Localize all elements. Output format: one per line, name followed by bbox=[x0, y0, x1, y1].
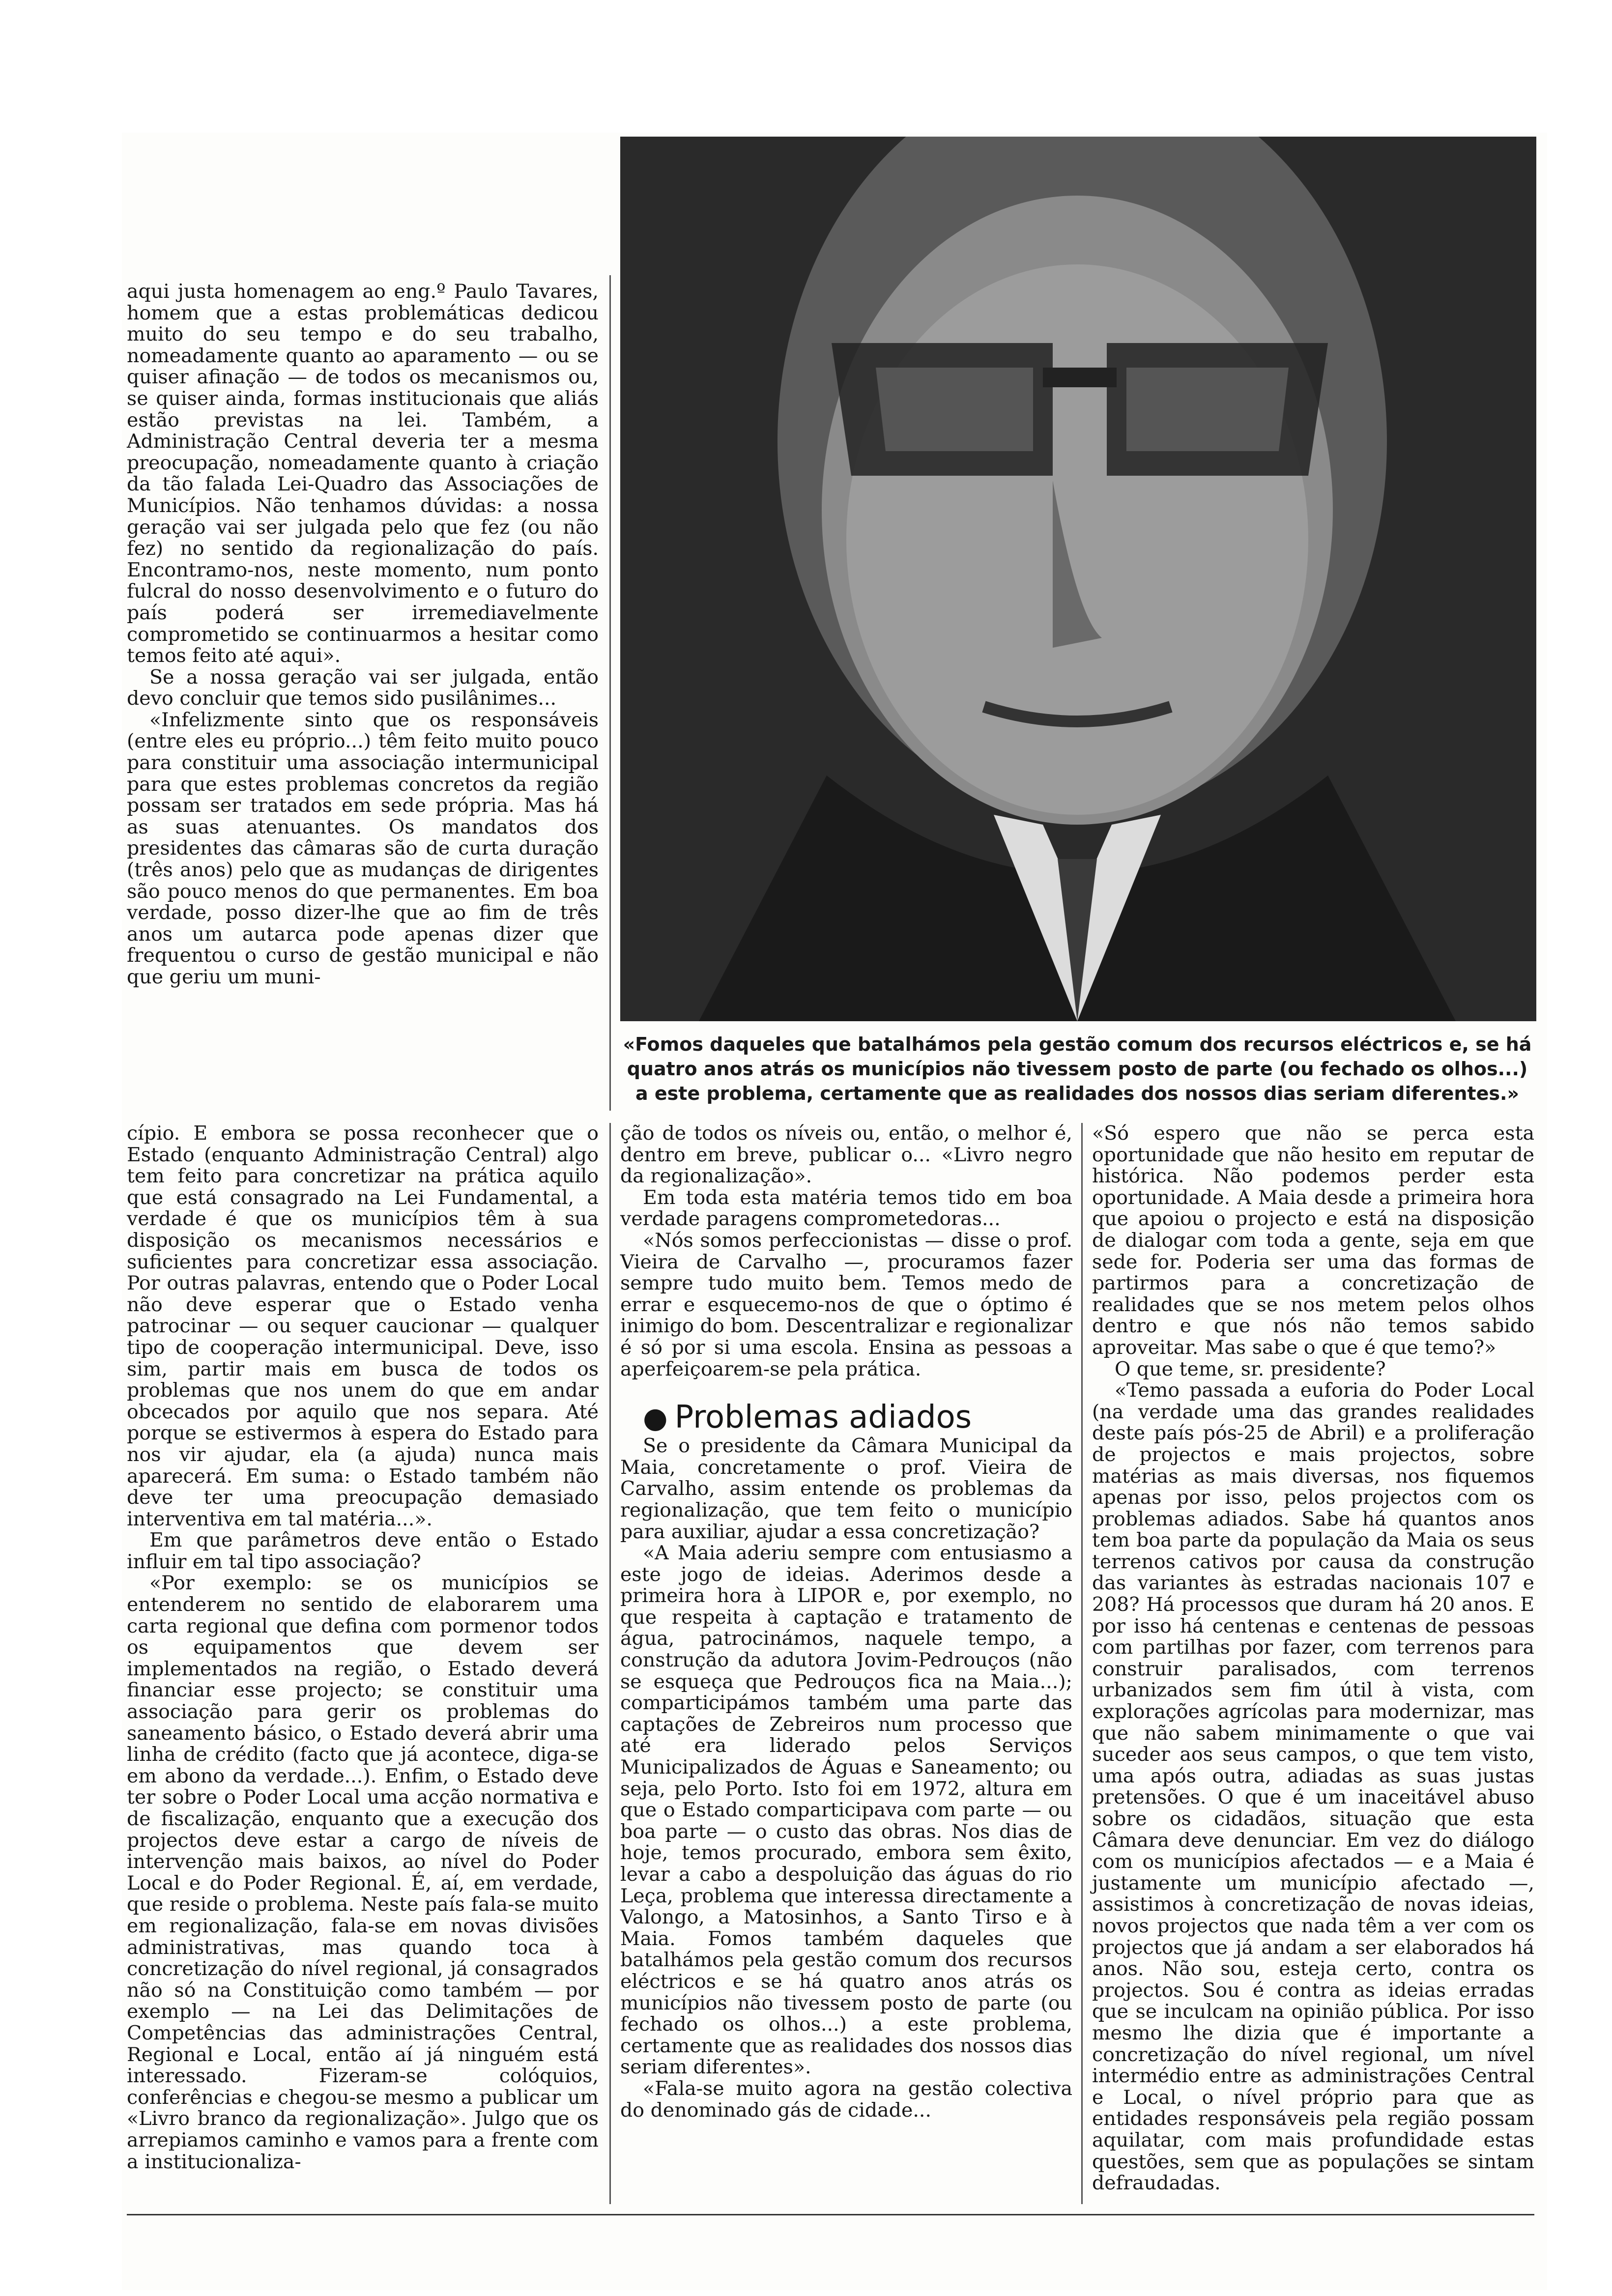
question: O que teme, sr. presidente? bbox=[1115, 1357, 1386, 1380]
paragraph: aqui justa homenagem ao eng.º Paulo Tavares, homem que a estas problemáticas dedicou muito do seu tempo e do seu trabalho, nomeadamente quanto ao aparamento — ou se quiser afinação — de todos os mecanismos ou, se quiser ainda, formas institucionais que aliás estão previstas na lei. Também, a Administração Central deveria ter a mesma preocupação, nomeadamente quanto à criação da tão falada Lei-Quadro das Associações de Municípios. Não tenhamos dúvidas: a nossa geração vai ser julgada pelo que fez (ou não fez) no sentido da regionalização do país. Encontramo-nos, neste momento, num ponto fulcral do nosso desenvolvimento e o futuro do país poderá ser irremediavelmente comprometido se continuarmos a hesitar como temos feito até aqui». bbox=[127, 280, 599, 667]
portrait-photo bbox=[620, 137, 1536, 1021]
paragraph: «Fala-se muito agora na gestão colectiva do denominado gás de cidade... bbox=[620, 2077, 1072, 2122]
paragraph: «Temo passada a euforia do Poder Local (na verdade uma das grandes realidades deste país pós-25 de Abril) e a proliferação de projectos e mais projectos, sobre matérias as mais diversas, nos fiquemos apenas por isso, pelos projectos com os problemas adiados. Sabe há quantos anos tem boa parte da população da Maia os seus terrenos cativos por causa da construção das variantes às estradas nacionais 107 e 208? Há processos que duram há 20 anos. E por isso há centenas e centenas de pessoas com partilhas por fazer, com terrenos para construir paralisados, com terrenos urbanizados sem fim útil à vista, com explorações agrícolas para modernizar, mas que não sabem minimamente o que vai suceder aos seus campos, o que tem visto, uma após outra, adiadas as suas justas pretensões. O que é um inaceitável abuso sobre os cidadãos, situação que esta Câmara deve denunciar. Em vez do diálogo com os municípios afectados — e a Maia é justamente um município afectado —, assistimos à concretização de novas ideias, novos projectos que nada têm a ver com os projectos que já andam a ser elaborados há anos. Não sou, esteja certo, contra os projectos. Sou é contra as ideias erradas que se inculcam na opinião pública. Por isso mesmo lhe dizia que é importante a concretização do nível regional, um nível intermédio entre as administrações Central e Local, o nível próprio para que as entidades responsáveis pela região possam aquilatar, com mais profundidade estas questões, sem que as populações se sintam defraudadas. bbox=[1092, 1379, 1534, 2195]
question: Se a nossa geração vai ser julgada, então devo concluir que temos sido pusilânimes... bbox=[127, 665, 599, 710]
paragraph: ção de todos os níveis ou, então, o melhor é, dentro em breve, publicar o... «Livro negro da regionalização». bbox=[620, 1122, 1072, 1188]
question: Em que parâmetros deve então o Estado influir em tal tipo associação? bbox=[127, 1529, 599, 1573]
paragraph: «Nós somos perfeccionistas — disse o prof. Vieira de Carvalho —, procuramos fazer sempre tudo muito bem. Temos medo de errar e esquecemo-nos de que o óptimo é inimigo do bom. Descentralizar e regionalizar é só por si uma escola. Ensina as pessoas a aperfeiçoarem-se pela prática. bbox=[620, 1229, 1072, 1380]
subheading-text: Problemas adiados bbox=[674, 1399, 972, 1436]
column-divider bbox=[1081, 1123, 1083, 2204]
article-column-3 bbox=[1092, 1123, 1534, 2194]
paragraph: cípio. E embora se possa reconhecer que o Estado (enquanto Administração Central) algo tem feito para concretizar na prática aquilo que está consagrado na Lei Fundamental, a verdade é que os municípios têm à sua disposição os mecanismos necessários e suficientes para concretizar essa associação. Por outras palavras, entendo que o Poder Local não deve esperar que o Estado venha patrocinar — ou sequer caucionar — qualquer tipo de cooperação intermunicipal. Deve, isso sim, partir mais em busca de todos os problemas que nos unem do que em andar obcecados por aquilo que nos separa. Até porque se estivermos à espera do Estado para nos vir ajudar, ela (a ajuda) nunca mais aparecerá. Em suma: o Estado também não deve ter uma preocupação demasiado interventiva em tal matéria...». bbox=[127, 1122, 599, 1530]
article-column-2 bbox=[620, 1123, 1072, 2121]
portrait-illustration bbox=[620, 137, 1536, 1021]
paragraph: «A Maia aderiu sempre com entusiasmo a este jogo de ideias. Aderimos desde a primeira hora à LIPOR e, por exemplo, no que respeita à captação e tratamento de água, patrocinámos, naquele tempo, a construção da adutora Jovim-Pedrouços (não se esqueça que Pedrouços fica na Maia...); comparticipámos também uma parte das captações de Zebreiros num processo que até era liderado pelos Serviços Municipalizados de Águas e Saneamento; ou seja, pelo Porto. Isto foi em 1972, altura em que o Estado comparticipava com parte — ou boa parte — o custo das obras. Nos dias de hoje, temos procurado, embora sem êxito, levar a cabo a despoluição das águas do rio Leça, problema que interessa directamente a Valongo, a Matosinhos, a Santo Tirso e à Maia. Fomos também daqueles que batalhámos pela gestão comum dos recursos eléctricos e se há quatro anos atrás os municípios não tivessem posto de parte (ou fechado os olhos...) a este problema, certamente que as realidades dos nossos dias seriam diferentes». bbox=[620, 1542, 1072, 2079]
paragraph: «Por exemplo: se os municípios se entenderem no sentido de elaborarem uma carta regional que defina com pormenor todos os equipamentos que devem ser implementados na região, o Estado deverá financiar esse projecto; se constituir uma associação para gerir os problemas do saneamento básico, o Estado deverá abrir uma linha de crédito (facto que já acontece, diga-se em abono da verdade...). Enfim, o Estado deve ter sobre o Poder Local uma acção normativa e de fiscalização, enquanto que a execução dos projectos deve estar a cargo de níveis de intervenção mais baixos, ao nível do Poder Local e do Poder Regional. É, aí, em verdade, que reside o problema. Neste país fala-se muito em regionalização, fala-se em novas divisões administrativas, mas quando toca à concretização do nível regional, já consagrados não só na Constituição como também — por exemplo — na Lei das Delimitações de Competências das administrações Central, Regional e Local, então aí já ninguém está interessado. Fizeram-se colóquios, conferências e chegou-se mesmo a publicar um «Livro branco da regionalização». Julgo que os arrepiamos caminho e vamos para a frente com a institucionaliza- bbox=[127, 1572, 599, 2173]
column-divider bbox=[609, 1123, 611, 2204]
paragraph: «Infelizmente sinto que os responsáveis (entre eles eu próprio...) têm feito muito pouco para constituir uma associação intermunicipal para que estes problemas concretos da região possam ser tratados em sede própria. Mas há as suas atenuantes. Os mandatos dos presidentes das câmaras são de curta duração (três anos) pelo que as mudanças de dirigentes são pouco menos do que permanentes. Em boa verdade, posso dizer-lhe que ao fim de três anos um autarca pode apenas dizer que frequentou o curso de gestão municipal e não que geriu um muni- bbox=[127, 708, 599, 988]
article-column-1-bottom bbox=[127, 1123, 599, 2173]
question: Em toda esta matéria temos tido em boa verdade paragens comprometedoras... bbox=[620, 1186, 1072, 1231]
question: Se o presidente da Câmara Municipal da Maia, concretamente o prof. Vieira de Carvalho, assim entende os problemas da regionalização, que tem feito o município para auxiliar, ajudar a essa concretização? bbox=[620, 1435, 1072, 1543]
photo-caption: «Fomos daqueles que batalhámos pela gestão comum dos recursos eléctricos e, se há quatro anos atrás os municípios não tivessem posto de parte (ou fechado os olhos...) a este problema, certamente que as realidades dos nossos dias seriam diferentes.» bbox=[623, 1033, 1532, 1104]
article-column-1-top bbox=[127, 281, 599, 988]
paragraph: «Só espero que não se perca esta oportunidade que não hesito em reputar de histórica. Não podemos perder esta oportunidade. A Maia desde a primeira hora que apoiou o projecto e está na disposição de dialogar com toda a gente, seja em que sede for. Poderia ser uma das formas de partirmos para a concretização de realidades que se nos metem pelos olhos dentro e que nós não temos sabido aproveitar. Mas sabe o que é que temo?» bbox=[1092, 1122, 1534, 1359]
bullet-icon: ● bbox=[643, 1401, 668, 1435]
column-divider bbox=[609, 275, 611, 1111]
bottom-rule bbox=[127, 2214, 1534, 2215]
subheading bbox=[620, 1400, 1072, 1435]
